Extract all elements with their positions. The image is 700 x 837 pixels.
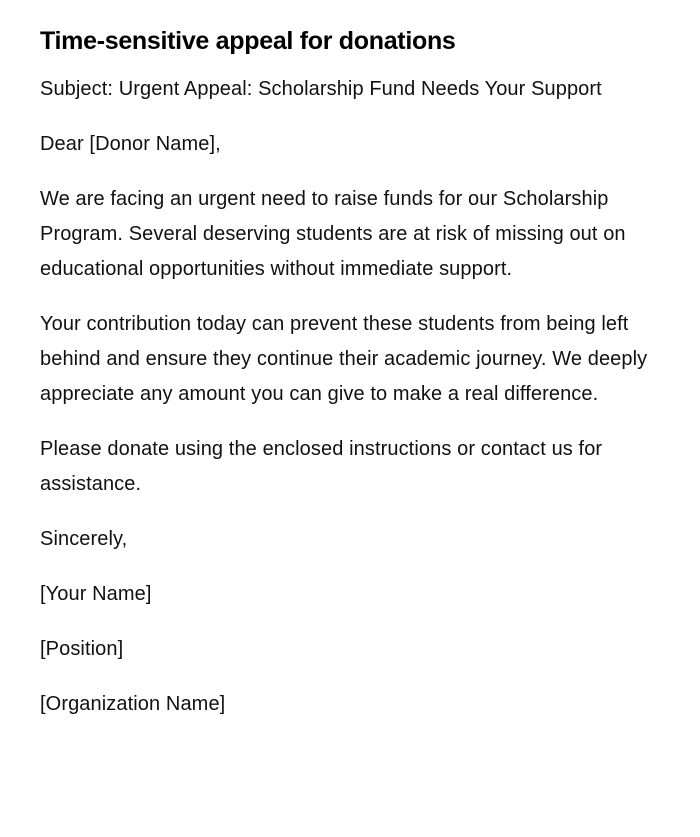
document-title: Time-sensitive appeal for donations <box>40 27 456 55</box>
signature-organization: [Organization Name] <box>40 693 226 715</box>
body-paragraph-instructions: Please donate using the enclosed instructions or contact us for assistance. <box>40 438 603 495</box>
signature-position: [Position] <box>40 638 124 660</box>
body-paragraph-contribution: Your contribution today can prevent these students from being left behind and ensure they continue their academic journey. We deeply appreciate any amount you can give to make a real difference. <box>40 313 648 405</box>
signature-name: [Your Name] <box>40 583 152 605</box>
subject-line: Subject: Urgent Appeal: Scholarship Fund Needs Your Support <box>40 78 602 100</box>
body-paragraph-urgent-need: We are facing an urgent need to raise funds for our Scholarship Program. Several deserving students are at risk of missing out on educational opportunities without immediate support. <box>40 188 626 280</box>
closing: Sincerely, <box>40 528 128 550</box>
greeting: Dear [Donor Name], <box>40 133 221 155</box>
